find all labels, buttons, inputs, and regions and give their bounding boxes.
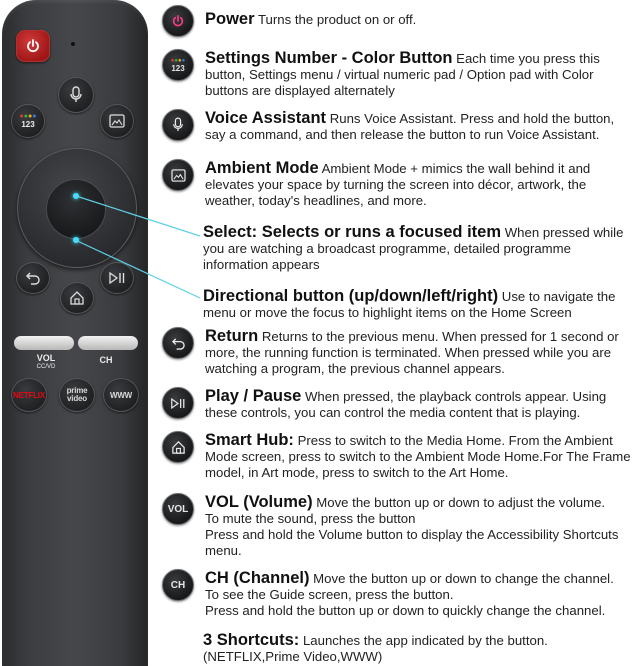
item-channel xyxy=(162,570,638,619)
channel-title: CH (Channel) xyxy=(205,569,310,587)
microphone-icon xyxy=(162,109,194,141)
select-desc: When pressed while you are watching a broadcast programme, detailed programme information appears xyxy=(203,225,624,272)
directional-desc: Use to navigate the menu or move the focus to highlight items on the Home Screen xyxy=(203,289,616,320)
return-title: Return xyxy=(205,327,259,345)
ambient-mode-icon xyxy=(162,159,194,191)
item-voice-assistant xyxy=(162,110,638,143)
voice-desc: Runs Voice Assistant. Press and hold the button, say a command, and then release the button to run Voice Assistant. xyxy=(205,111,615,142)
volume-desc-3: Press and hold the Volume button to display the Accessibility Shortcuts menu. xyxy=(205,527,619,558)
remote-netflix-button[interactable]: NETFLIX xyxy=(11,378,47,412)
ch-icon: CH xyxy=(162,569,194,601)
numbers-icon-label: 123 xyxy=(171,64,185,73)
power-title: Power xyxy=(205,10,255,28)
color-button-icon: ●●●● 123 xyxy=(162,49,194,81)
remote-prime-video-button[interactable]: prime video xyxy=(59,378,95,412)
item-volume xyxy=(162,494,638,559)
channel-desc: Move the button up or down to change the channel. xyxy=(313,571,614,586)
vol-sub-label: CC/VD xyxy=(36,364,56,370)
return-icon xyxy=(162,327,194,359)
item-directional xyxy=(162,288,638,321)
play-pause-title: Play / Pause xyxy=(205,387,302,405)
shortcuts-desc: Launches the app indicated by the button. xyxy=(302,633,548,648)
shortcuts-title: 3 Shortcuts: xyxy=(203,631,300,649)
ambient-desc: Ambient Mode + mimics the wall behind it and elevates your space by turning the screen into décor, artwork, the weather, today's headlines, and more. xyxy=(205,161,591,208)
item-select xyxy=(162,224,638,273)
color-dots-icon: ●●●● xyxy=(19,113,37,120)
smart-hub-desc: Press to switch to the Media Home. From the Ambient Mode screen, press to switch to the Ambient Mode Home.For The Frame model, in Art mode, press to switch to the Art Home. xyxy=(205,433,631,480)
vol-label-text: VOL xyxy=(36,353,56,363)
power-icon xyxy=(162,5,194,37)
power-desc: Turns the product on or off. xyxy=(257,12,417,27)
remote-www-button[interactable]: WWW xyxy=(103,378,139,412)
item-color-button xyxy=(162,50,638,99)
numbers-label: 123 xyxy=(21,120,35,129)
volume-desc-2: To mute the sound, press the button xyxy=(205,511,416,526)
volume-title: VOL (Volume) xyxy=(205,493,313,511)
play-pause-icon xyxy=(162,387,194,419)
item-smart-hub xyxy=(162,432,638,481)
shortcuts-desc-2: (NETFLIX,Prime Video,WWW) xyxy=(203,649,383,664)
color-button-title: Settings Number - Color Button xyxy=(205,49,453,67)
volume-desc: Move the button up or down to adjust the volume. xyxy=(316,495,606,510)
home-icon xyxy=(162,431,194,463)
ambient-title: Ambient Mode xyxy=(205,159,319,177)
item-return xyxy=(162,328,638,377)
item-ambient-mode xyxy=(162,160,638,209)
return-desc: Returns to the previous menu. When pressed for 1 second or more, the running function is terminated. When pressed while you are watching a program, the previous channel appears. xyxy=(205,329,619,376)
channel-desc-3: Press and hold the button up or down to quickly change the channel. xyxy=(205,603,606,618)
directional-title: Directional button (up/down/left/right) xyxy=(203,287,499,305)
color-button-desc: Each time you press this button, Settings menu / virtual numeric pad / Option pad with Color buttons are displayed alternately xyxy=(205,51,600,98)
item-play-pause xyxy=(162,388,638,421)
smart-hub-title: Smart Hub: xyxy=(205,431,294,449)
ch-label: CH xyxy=(99,355,113,365)
play-pause-desc: When pressed, the playback controls appear. Using these controls, you can control the media content that is playing. xyxy=(205,389,607,420)
channel-desc-2: To see the Guide screen, press the button. xyxy=(205,587,454,602)
item-shortcuts xyxy=(162,632,638,665)
voice-title: Voice Assistant xyxy=(205,109,327,127)
vol-icon: VOL xyxy=(162,493,194,525)
item-power xyxy=(162,6,638,37)
select-title: Select: Selects or runs a focused item xyxy=(203,223,502,241)
